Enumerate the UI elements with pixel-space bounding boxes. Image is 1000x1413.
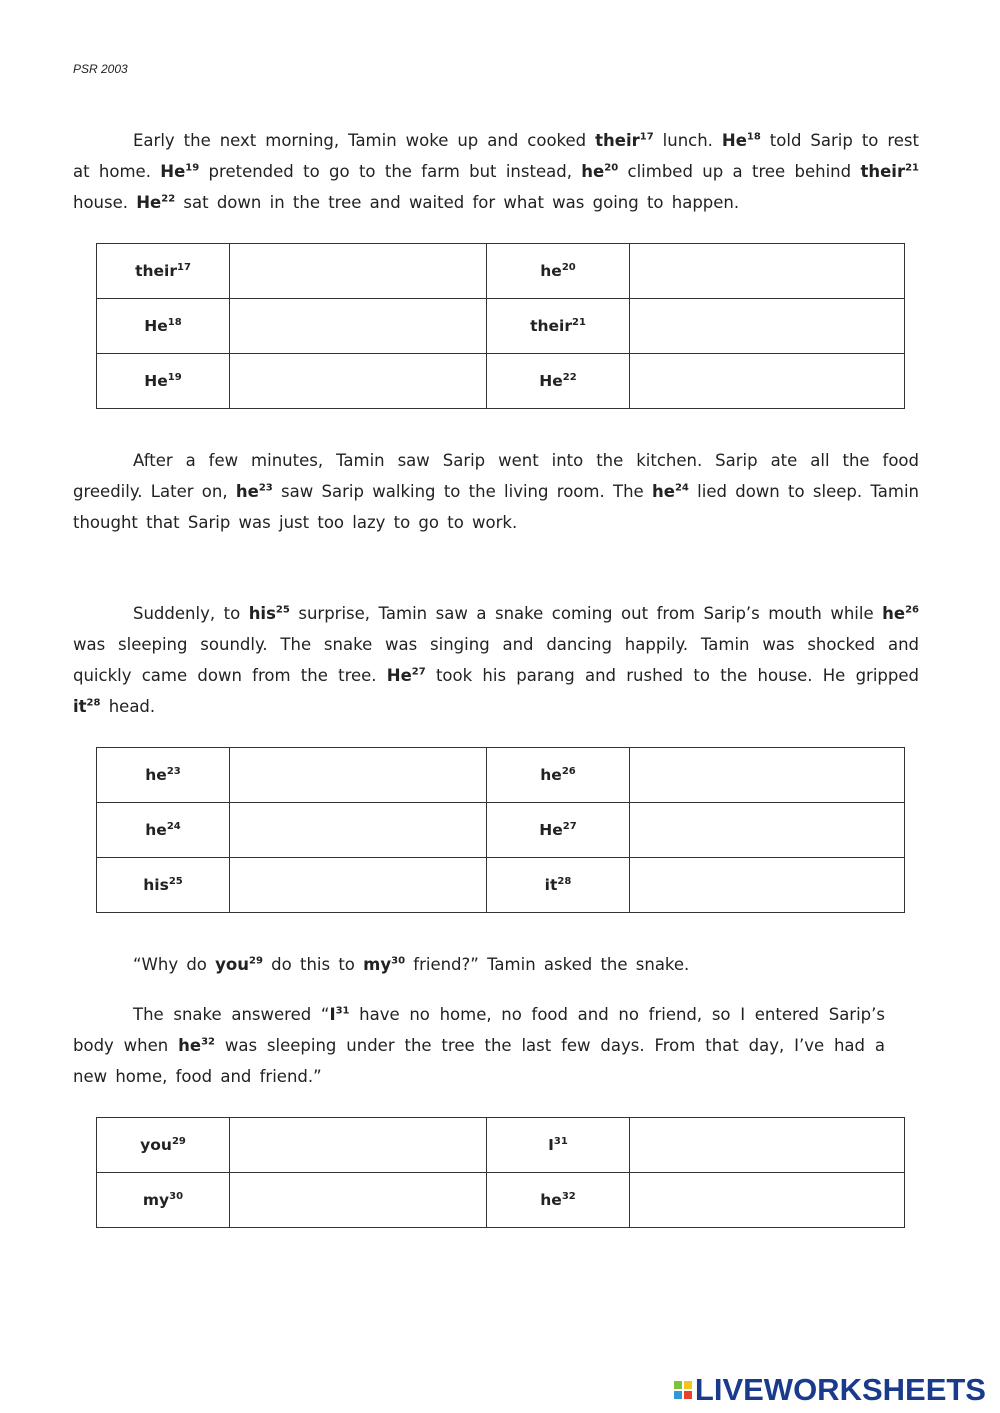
pronoun-label: their$^{17}$ <box>97 244 230 299</box>
pronoun-label: $he^{23}$ <box>97 748 230 803</box>
pronoun-he-32: he <box>178 1036 202 1055</box>
story-paragraph-2: After a few minutes, Tamin saw Sarip went into the kitchen. Sarip ate all the food greedily. Later on, $he^{23}$ saw Sarip walking to the living room. The $he^{24}$ lied down to sleep. Tamin thought that Sarip was just too lazy to go to work. <box>73 451 919 532</box>
pronoun-he-23: he <box>235 482 259 501</box>
pronoun-their-21: their <box>860 162 906 181</box>
answer-field[interactable] <box>630 803 905 858</box>
story-paragraph-5: The snake answered “$I^{31}$ have no home, no food and no friend, so I entered Sarip’s body when $he^{32}$ was sleeping under the tree the last few days. From that day, I’ve had a new home, food and friend.” <box>73 1005 886 1086</box>
answer-field[interactable] <box>230 244 487 299</box>
pronoun-label: $it^{28}$ <box>487 858 630 913</box>
pronoun-he-27: He <box>386 666 412 685</box>
pronoun-you-29: you <box>215 955 249 974</box>
story-paragraph-1: Early the next morning, Tamin woke up and cooked their$^{17}$ lunch. He$^{18}$ told Sarip to rest at home. He$^{19}$ pretended to go to the farm but instead, $he^{20}$ climbed up a tree behind their$^{21}$ house. He$^{22}$ sat down in the tree and waited for what was going to happen. <box>73 131 920 212</box>
table-row <box>97 803 905 858</box>
pronoun-label: He$^{19}$ <box>97 354 230 409</box>
answer-field[interactable] <box>230 858 487 913</box>
pronoun-label: their$^{21}$ <box>487 299 630 354</box>
pronoun-it-28: it <box>73 697 87 716</box>
table-row <box>97 858 905 913</box>
table-row <box>97 299 905 354</box>
pronoun-label: you$^{29}$ <box>97 1118 230 1173</box>
story-paragraph-3: Suddenly, to his$^{25}$ surprise, Tamin saw a snake coming out from Sarip’s mouth while $he^{26}$ was sleeping soundly. The snake was singing and dancing happily. Tamin was shocked and quickly came down from the tree. He$^{27}$ took his parang and rushed to the house. He gripped $it^{28}$ head. <box>73 604 919 716</box>
story-paragraph-4: “Why do you$^{29}$ do this to $my^{30}$ friend?” Tamin asked the snake. <box>133 955 690 974</box>
table-row <box>97 1118 905 1173</box>
answer-field[interactable] <box>230 299 487 354</box>
pronoun-label: $he^{26}$ <box>487 748 630 803</box>
pronoun-label: $he^{32}$ <box>487 1173 630 1228</box>
logo-blocks-icon <box>674 1381 692 1399</box>
pronoun-he-20: he <box>581 162 605 181</box>
answer-table-1 <box>96 243 905 409</box>
pronoun-he-24: he <box>652 482 675 501</box>
pronoun-he-26: he <box>882 604 906 623</box>
pronoun-he-22: He <box>136 193 162 212</box>
pronoun-his-25: his <box>248 604 276 623</box>
table-row <box>97 748 905 803</box>
table-row <box>97 1173 905 1228</box>
answer-table-2 <box>96 747 905 913</box>
table-row <box>97 244 905 299</box>
pronoun-label: $I^{31}$ <box>487 1118 630 1173</box>
pronoun-label: He$^{22}$ <box>487 354 630 409</box>
table-row <box>97 354 905 409</box>
answer-table-3 <box>96 1117 905 1228</box>
answer-field[interactable] <box>230 1118 487 1173</box>
answer-field[interactable] <box>230 748 487 803</box>
pronoun-label: $he^{20}$ <box>487 244 630 299</box>
pronoun-label: He$^{18}$ <box>97 299 230 354</box>
answer-field[interactable] <box>230 354 487 409</box>
pronoun-their-17: their <box>595 131 640 150</box>
answer-field[interactable] <box>630 1173 905 1228</box>
answer-field[interactable] <box>230 1173 487 1228</box>
answer-field[interactable] <box>630 354 905 409</box>
pronoun-label: $he^{24}$ <box>97 803 230 858</box>
answer-field[interactable] <box>630 748 905 803</box>
answer-field[interactable] <box>630 244 905 299</box>
pronoun-label: He$^{27}$ <box>487 803 630 858</box>
pronoun-label: $my^{30}$ <box>97 1173 230 1228</box>
logo-text: LIVEWORKSHEETS <box>694 1372 986 1407</box>
pronoun-he-19: He <box>160 162 186 181</box>
pronoun-he-18: He <box>721 131 747 150</box>
pronoun-label: his$^{25}$ <box>97 858 230 913</box>
answer-field[interactable] <box>630 858 905 913</box>
liveworksheets-logo[interactable] <box>674 1372 986 1408</box>
pronoun-i-31: I <box>329 1005 336 1024</box>
answer-field[interactable] <box>630 299 905 354</box>
answer-field[interactable] <box>630 1118 905 1173</box>
answer-field[interactable] <box>230 803 487 858</box>
pronoun-my-30: my <box>363 955 392 974</box>
document-code: PSR 2003 <box>73 62 128 76</box>
